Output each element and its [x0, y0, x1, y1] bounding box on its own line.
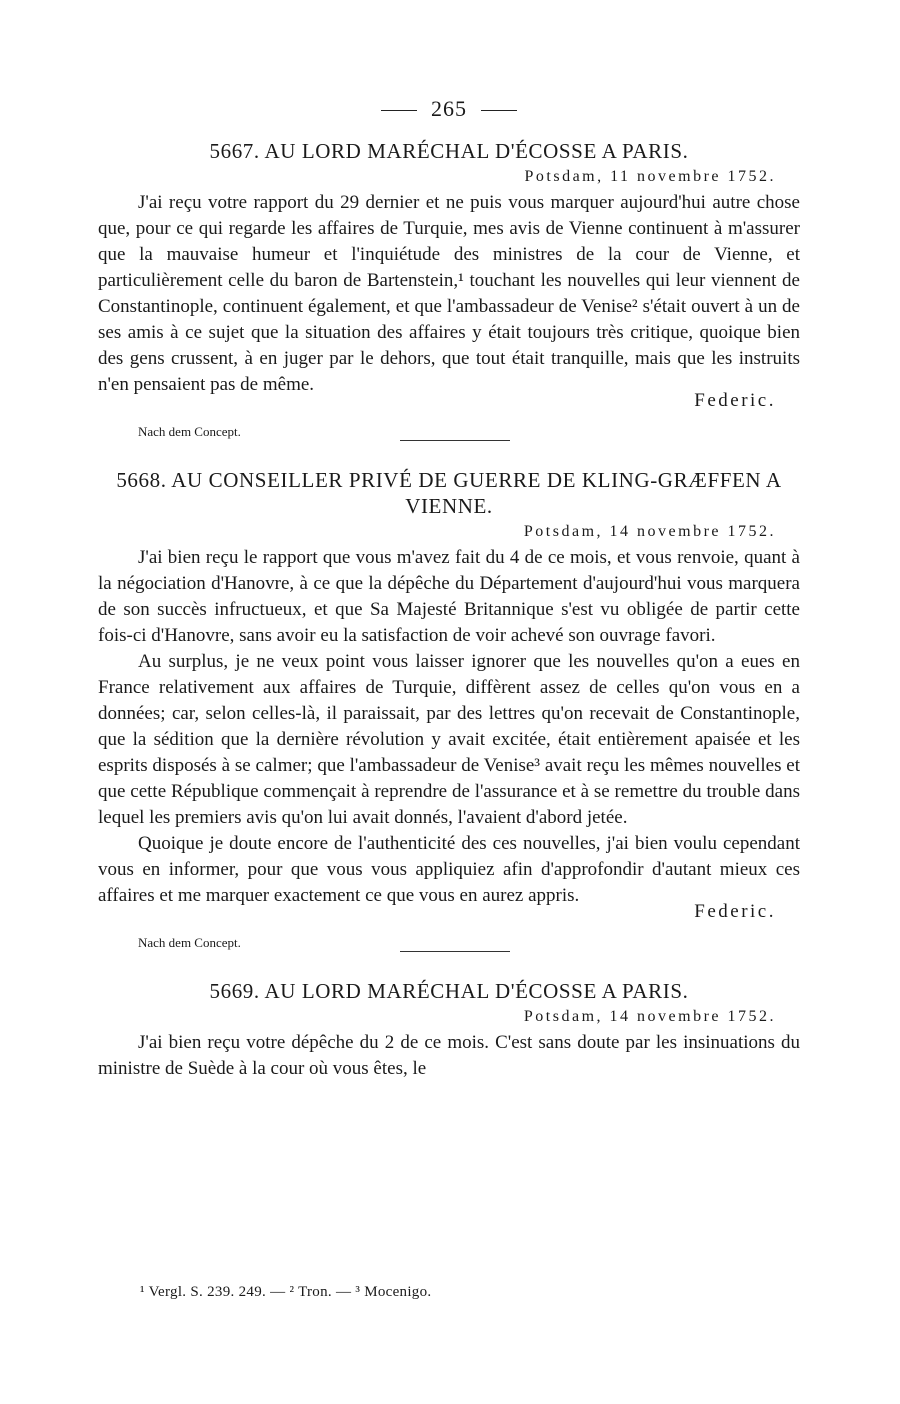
- letter-paragraph: J'ai bien reçu le rapport que vous m'avez fait du 4 de ce mois, et vous renvoie, quant à la négociation d'Hanovre, à ce que la dépêche du Département d'aujourd'hui vous marquera de son succès infructueux, et que Sa Majesté Britannique s'est vu obligée de partir cette fois-ci d'Hanovre, sans avoir eu la satisfaction de voir achevé son ouvrage favori.: [98, 547, 800, 646]
- letter-5669: [98, 978, 800, 1082]
- letter-heading: 5667. AU LORD MARÉCHAL D'ÉCOSSE A PARIS.: [209, 139, 689, 163]
- signature-row: [98, 901, 800, 939]
- letter-5667: [98, 138, 800, 441]
- letter-heading: 5669. AU LORD MARÉCHAL D'ÉCOSSE A PARIS.: [209, 979, 689, 1003]
- page-number: [98, 96, 800, 122]
- page-number-text: 265: [431, 96, 467, 121]
- separator-rule: [400, 440, 510, 441]
- letter-heading: 5668. AU CONSEILLER PRIVÉ DE GUERRE DE KLING-GRÆFFEN A VIENNE.: [116, 468, 782, 518]
- letter-paragraph: J'ai bien reçu votre dépêche du 2 de ce mois. C'est sans doute par les insinuations du ministre de Suède à la cour où vous êtes, le: [98, 1032, 800, 1079]
- letter-5668: [98, 467, 800, 952]
- separator-rule: [400, 951, 510, 952]
- page-body: [98, 96, 800, 1082]
- source-note: Nach dem Concept.: [138, 424, 241, 439]
- letter-paragraph: Au surplus, je ne veux point vous laisser ignorer que les nouvelles qu'on a eues en France relativement aux affaires de Turquie, diffèrent assez de celles qu'on vous en a données; car, selon celles-là, il paraissait, par des lettres qu'on recevait de Constantinople, que la sédition que la dernière révolution y avait excitée, était entièrement apaisée et les esprits disposés à se calmer; que l'ambassadeur de Venise³ avait reçu les mêmes nouvelles et que cette République commençait à reprendre de l'assurance et à se remettre du trouble dans lequel les premiers avis qu'on lui avait donnés, l'avaient d'abord jetée.: [98, 651, 800, 828]
- page-number-dash-left: [381, 110, 417, 111]
- signature-row: [98, 390, 800, 428]
- place-date: Potsdam, 14 novembre 1752.: [523, 1008, 776, 1025]
- source-note: Nach dem Concept.: [138, 935, 241, 950]
- letter-paragraph: J'ai reçu votre rapport du 29 dernier et ne puis vous marquer aujourd'hui autre chose que, pour ce qui regarde les affaires de Turquie, mes avis de Vienne continuent à m'assurer que la mauvaise humeur et l'inquiétude des ministres de la cour de Vienne, et particulièrement celle du baron de Bartenstein,¹ touchant les nouvelles qui leur viennent de Constantinople, continuent également, et que l'ambassadeur de Venise² s'était ouvert à un de ses amis à ce sujet que la situation des affaires y était toujours très critique, quoique bien des gens crussent, à en juger par le dehors, que tout était tranquille, mais que les instruits n'en pensaient pas de même.: [98, 192, 800, 395]
- place-date: Potsdam, 11 novembre 1752.: [524, 168, 776, 185]
- place-date: Potsdam, 14 novembre 1752.: [523, 523, 776, 540]
- page-number-dash-right: [481, 110, 517, 111]
- signature: Federic.: [694, 390, 776, 411]
- footnotes: ¹ Vergl. S. 239. 249. — ² Tron. — ³ Mocenigo.: [140, 1284, 432, 1300]
- letter-paragraph: Quoique je doute encore de l'authenticité des ces nouvelles, j'ai bien voulu cependant vous en informer, pour que vous vous appliquiez afin d'approfondir d'autant mieux ces affaires et me marquer exactement ce que vous en aurez appris.: [98, 833, 800, 906]
- signature: Federic.: [694, 901, 776, 922]
